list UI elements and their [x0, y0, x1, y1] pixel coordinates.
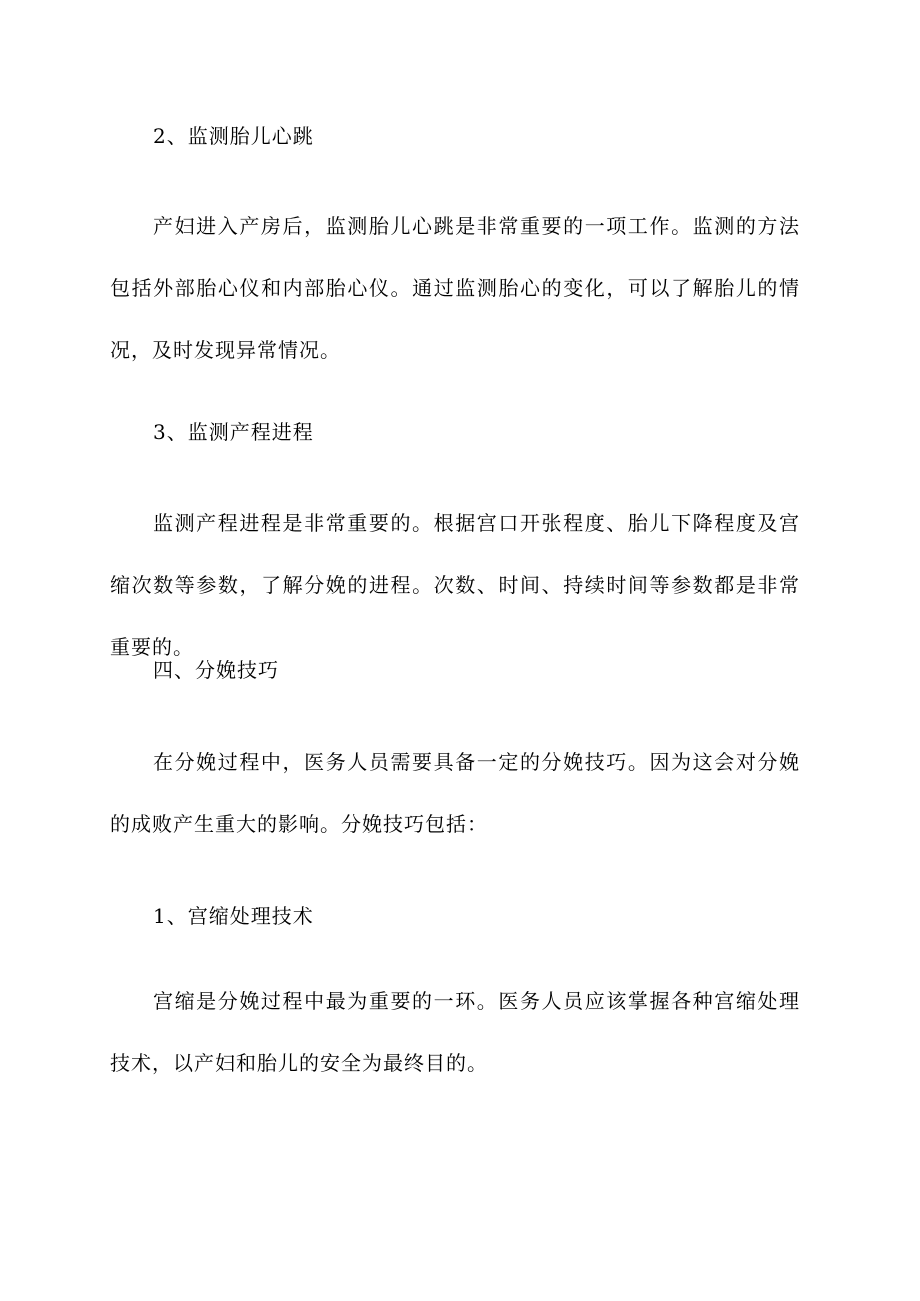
- section-paragraph-fetal-heartbeat: 产妇进入产房后，监测胎儿心跳是非常重要的一项工作。监测的方法包括外部胎心仪和内部胎心仪。通过监测胎心的变化，可以了解胎儿的情况，及时发现异常情况。: [110, 214, 800, 362]
- section-paragraph-contraction-handling: 宫缩是分娩过程中最为重要的一环。医务人员应该掌握各种宫缩处理技术，以产妇和胎儿的安全为最终目的。: [110, 989, 800, 1075]
- section-heading-delivery-skills: 四、分娩技巧: [153, 658, 279, 682]
- section-paragraph-delivery-skills: 在分娩过程中，医务人员需要具备一定的分娩技巧。因为这会对分娩的成败产生重大的影响。分娩技巧包括：: [110, 750, 800, 836]
- section-heading-contraction-handling: 1、宫缩处理技术: [153, 904, 314, 928]
- section-paragraph-labor-progress: 监测产程进程是非常重要的。根据宫口开张程度、胎儿下降程度及宫缩次数等参数，了解分娩的进程。次数、时间、持续时间等参数都是非常重要的。: [110, 511, 800, 659]
- section-heading-fetal-heartbeat: 2、监测胎儿心跳: [153, 124, 314, 148]
- section-heading-labor-progress: 3、监测产程进程: [153, 420, 314, 444]
